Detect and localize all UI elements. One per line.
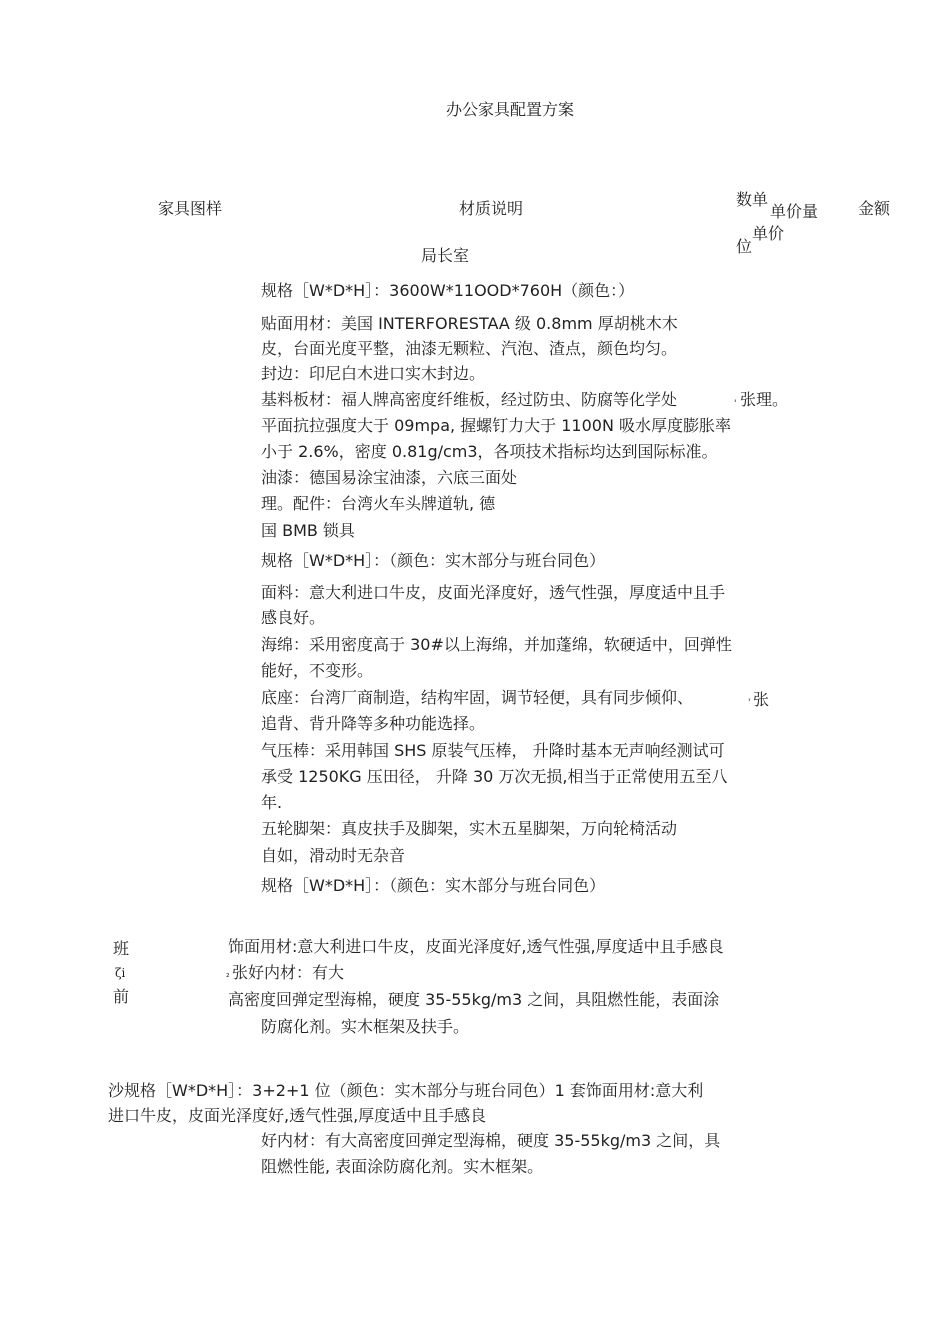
desk-spec: 规格［W*D*H］：3600W*11OOD*760H（颜色：） (261, 281, 635, 300)
chair-line-3: 海绵：采用密度高于 30#以上海绵，并加蓬绵，软硬适中，回弹性 (261, 635, 732, 654)
chair-line-10: 五轮脚架：真皮扶手及脚架，实木五星脚架，万向轮椅活动 (261, 819, 678, 838)
desk-line-7: 油漆：德国易涂宝油漆，六底三面处 (261, 468, 518, 487)
front-chair-side-label-2: ζi (115, 966, 126, 980)
header-quantity-unit-top: 数单 (736, 190, 769, 209)
desk-line-4: 基料板材：福人牌高密度纤维板，经过防虫、防腐等化学处 (261, 390, 678, 409)
front-chair-line-2: 张好内材：有大 (232, 963, 345, 982)
chair-line-2: 感良好。 (261, 608, 326, 627)
front-chair-line-3: 高密度回弹定型海棉，硬度 35-55kg/m3 之间，具阻燃性能，表面涂 (228, 990, 720, 1009)
front-chair-side-label-3: 前 (113, 987, 130, 1006)
chair-line-7: 气压棒：采用韩国 SHS 原装气压棒， 升降时基本无声响经测试可 (261, 741, 725, 760)
desk-line-2: 皮，台面光度平整，油漆无颗粒、汽泡、渣点，颜色均匀。 (261, 339, 678, 358)
sofa-line-1: 沙规格［W*D*H］：3+2+1 位（颜色：实木部分与班台同色）1 套饰面用材:意大利 (108, 1081, 704, 1100)
desk-line-8: 理。配件：台湾火车头牌道轨, 德 (261, 494, 496, 513)
desk-stray-text: 张理。 (740, 390, 789, 409)
desk-stray-mark: ' (734, 399, 737, 409)
header-unit-price-top: 单价量 (770, 202, 819, 221)
chair-line-5: 底座：台湾厂商制造，结构牢固，调节轻便，具有同步倾仰、 (261, 688, 694, 707)
chair-line-9: 年. (261, 793, 283, 812)
chair-line-6: 追背、背升降等多种功能选择。 (261, 714, 486, 733)
header-material-description: 材质说明 (459, 199, 524, 218)
document-title: 办公家具配置方案 (445, 100, 574, 119)
chair-spec: 规格［W*D*H］：（颜色：实木部分与班台同色） (261, 551, 606, 570)
header-furniture-image: 家具图样 (158, 199, 223, 218)
chair-stray-mark: ' (748, 698, 751, 708)
chair-line-4: 能好，不变形。 (261, 661, 374, 680)
chair-line-1: 面料：意大利进口牛皮，皮面光泽度好，透气性强，厚度适中且手 (261, 583, 726, 602)
section-room-title: 局长室 (421, 246, 470, 265)
chair-stray-text: 张 (753, 690, 770, 709)
desk-line-5: 平面抗拉强度大于 09mpa, 握螺钉力大于 1100N 吸水厚度膨胀率 (261, 416, 732, 435)
desk-line-3: 封边：印尼白木进口实木封边。 (261, 364, 486, 383)
header-quantity-unit-bottom: 位 (736, 237, 753, 256)
front-chair-line-4: 防腐化剂。实木框架及扶手。 (261, 1017, 470, 1036)
desk-line-6: 小于 2.6%，密度 0.81g/cm3，各项技术指标均达到国际标准。 (261, 442, 718, 461)
front-chair-side-label-1: 班 (113, 939, 130, 958)
header-unit-price-bottom: 单价 (752, 224, 785, 243)
front-chair-line-1: 饰面用材:意大利进口牛皮，皮面光泽度好,透气性强,厚度适中且手感良 (228, 937, 724, 956)
header-amount: 金额 (858, 199, 891, 218)
front-chair-spec: 规格［W*D*H］：（颜色：实木部分与班台同色） (261, 876, 606, 895)
sofa-line-2: 进口牛皮，皮面光泽度好,透气性强,厚度适中且手感良 (108, 1106, 487, 1125)
chair-line-8: 承受 1250KG 压田径， 升降 30 万次无损,相当于正常使用五至八 (261, 767, 728, 786)
desk-line-1: 贴面用材：美国 INTERFORESTAA 级 0.8mm 厚胡桃木木 (261, 314, 678, 333)
front-chair-line-2-mark: ₂ (226, 970, 230, 980)
sofa-line-3: 好内材：有大高密度回弹定型海棉，硬度 35-55kg/m3 之间，具 (261, 1131, 721, 1150)
desk-line-9: 国 BMB 锁具 (261, 521, 355, 540)
sofa-line-4: 阻燃性能, 表面涂防腐化剂。实木框架。 (261, 1157, 544, 1176)
chair-line-11: 自如，滑动时无杂音 (261, 846, 406, 865)
